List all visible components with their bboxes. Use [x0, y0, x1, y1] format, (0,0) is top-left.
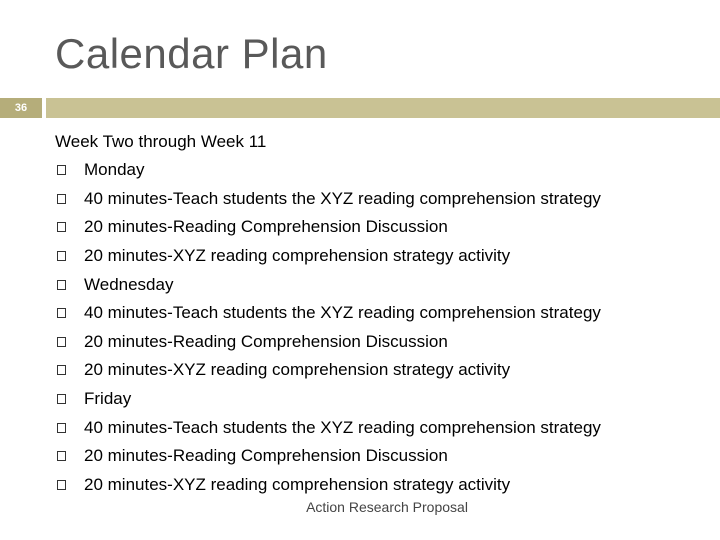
- list-item-text: 20 minutes-Reading Comprehension Discussion: [84, 446, 448, 466]
- square-bullet-icon: [57, 222, 66, 232]
- list-item: [55, 385, 715, 414]
- slide-title: Calendar Plan: [55, 30, 328, 77]
- list-item-text: 20 minutes-XYZ reading comprehension strategy activity: [84, 474, 511, 494]
- list-item-text: Wednesday: [84, 274, 174, 294]
- list-item-text: 20 minutes-Reading Comprehension Discussion: [84, 217, 448, 237]
- bullet-list: [55, 156, 715, 499]
- list-item-text: Monday: [84, 160, 145, 180]
- list-item-text: 40 minutes-Teach students the XYZ reading comprehension strategy: [84, 188, 601, 208]
- slide-number: 36: [0, 98, 42, 118]
- square-bullet-icon: [57, 165, 66, 175]
- list-item: [55, 213, 715, 242]
- square-bullet-icon: [57, 423, 66, 433]
- list-item: [55, 442, 715, 471]
- list-item: [55, 242, 715, 271]
- square-bullet-icon: [57, 365, 66, 375]
- list-item-text: Friday: [84, 389, 132, 409]
- list-item: [55, 471, 715, 500]
- square-bullet-icon: [57, 480, 66, 490]
- square-bullet-icon: [57, 251, 66, 261]
- slide-subtitle: Week Two through Week 11: [55, 132, 267, 151]
- title-band: [0, 98, 720, 118]
- square-bullet-icon: [57, 308, 66, 318]
- list-item-text: 20 minutes-Reading Comprehension Discussion: [84, 331, 448, 351]
- square-bullet-icon: [57, 451, 66, 461]
- square-bullet-icon: [57, 394, 66, 404]
- square-bullet-icon: [57, 194, 66, 204]
- slide-footer: Action Research Proposal: [306, 499, 468, 515]
- list-item-text: 20 minutes-XYZ reading comprehension strategy activity: [84, 246, 511, 266]
- square-bullet-icon: [57, 280, 66, 290]
- list-item: [55, 156, 715, 185]
- list-item-text: 20 minutes-XYZ reading comprehension strategy activity: [84, 360, 511, 380]
- list-item: [55, 270, 715, 299]
- list-item-text: 40 minutes-Teach students the XYZ reading comprehension strategy: [84, 417, 601, 437]
- accent-bar: [46, 98, 720, 118]
- list-item: [55, 185, 715, 214]
- list-item-text: 40 minutes-Teach students the XYZ reading comprehension strategy: [84, 303, 601, 323]
- square-bullet-icon: [57, 337, 66, 347]
- list-item: [55, 413, 715, 442]
- list-item: [55, 299, 715, 328]
- list-item: [55, 356, 715, 385]
- list-item: [55, 328, 715, 357]
